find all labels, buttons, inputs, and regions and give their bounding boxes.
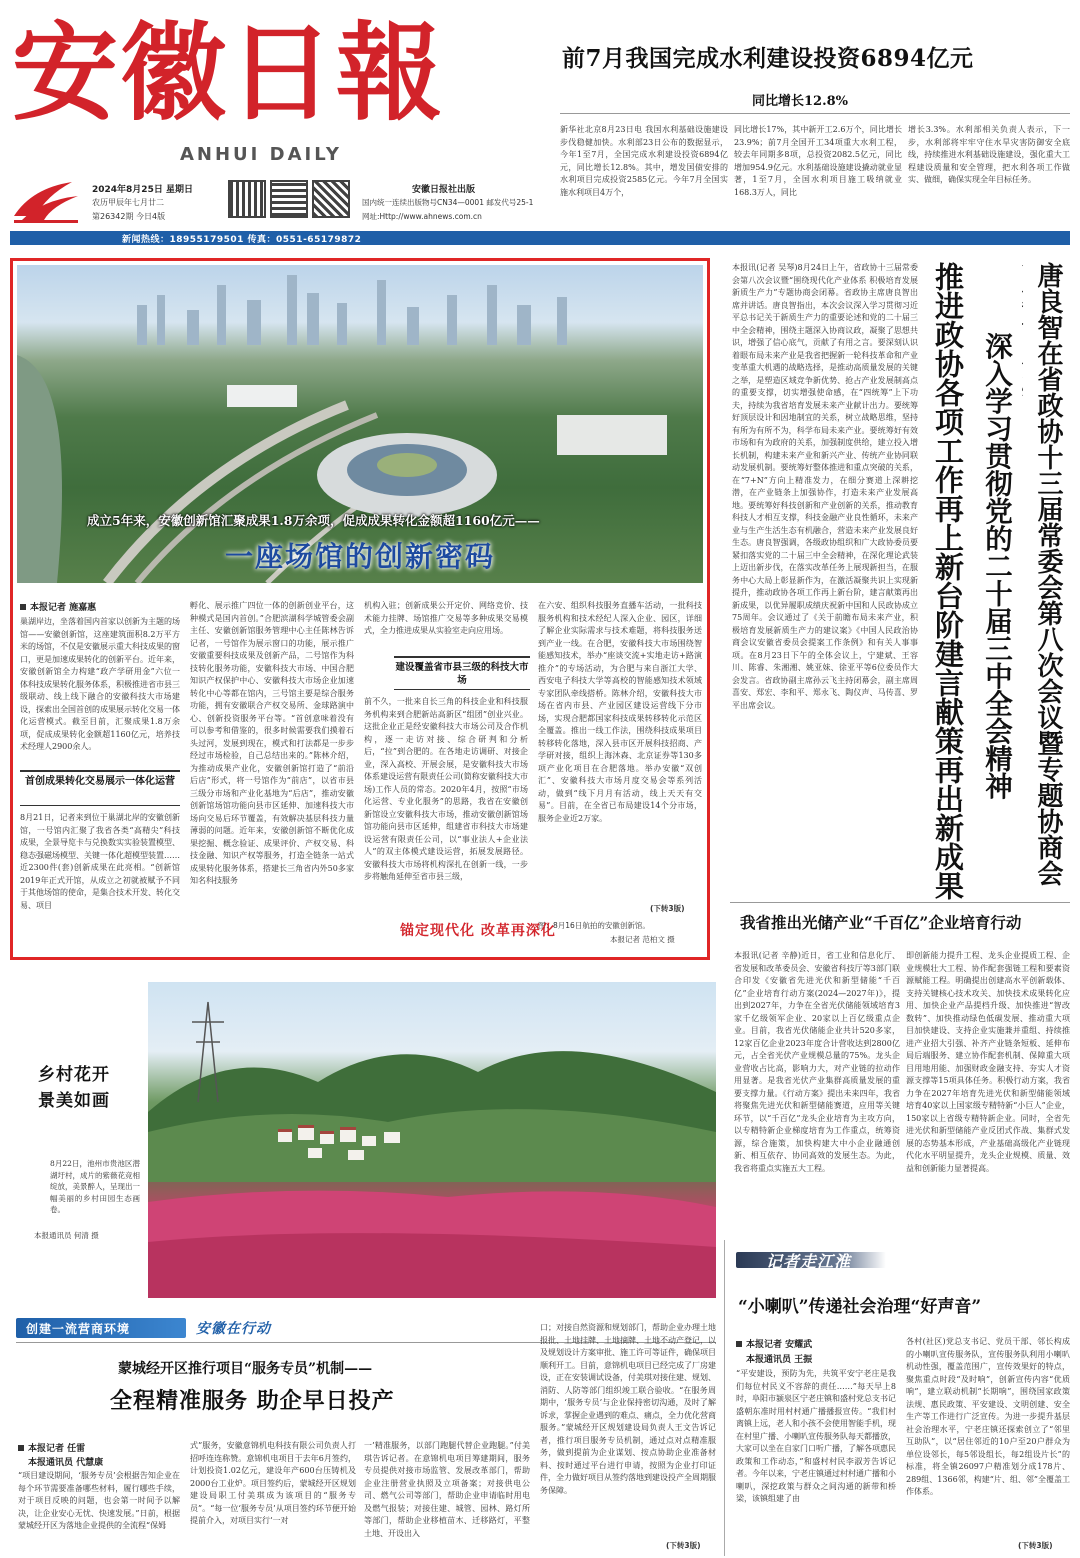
right-story-kicker: 唐良智在省政协十三届常委会第八次会议暨专题协商会 (1033, 262, 1063, 886)
byline-marker-icon (736, 1341, 742, 1347)
speaker-continued[interactable]: (下转3版) (1018, 1541, 1053, 1550)
feature-col4: 在六安、组织科技服务直播车活动，一批科技服务机构和技术经纪人深入企业、园区，详细了解企业实际需求与技术难题，将科技服务送到产业一线。在合肥，安徽科技大市场围绕智能感知技术，举办“座谈交流+实地走访+路演推介”的专场活动，为合肥与来自浙江大学、西安电子科技大学等高校的智能感知技术领域专家团队牵线搭桥。陈林介绍，安徽科技大市场在省内市县、产业园区建设运营线下分市场，实现合肥都国家科技成果转移转化示范区全覆盖。推出一线工作法，围绕科技成果项目转移转化落地，深入县市区开展科技招商、产学研对接，组织上海沐森、北京证券等130多项产业化项目在合肥落地。举办安徽“双创汇”、安徽科技大市场月度交易会等系列活动，做到“线下月月有活动，线上天天有交易”。目前，在全省已布局建设14个分市场，服务企业近2万家。 (538, 601, 702, 823)
feature-photo2-credit: 本报记者 范柏文 摄 (610, 935, 675, 944)
feature-col3b: 前不久，一批来自长三角的科技企业和科技服务机构来到合肥新站高新区“组团”创业兴业。这批企业正是经安徽科技大市场公司及合作机构，逐一走访对接、综合研判和分析后，“拉”到合肥的。在各地走访调研、对接企业，深入高校、开展会展，是安徽科技大市场体系建设运营有限责任公司(简称安徽科技大市场)工作人员的常态。2020年4月，按照“市场化运营、专业化服务”的思路，我省在安徽创新馆设立安徽科技大市场，推动安徽创新馆场馆功能向县市区延伸，组建省市科技大市场建设运营有限责任公司，以“事业法人+企业法人”的双主体模式建设运营，拓展发展路径。安徽科技大市场将机构深扎在创新一线，一步步将触角延伸至省市县三级， (364, 697, 528, 881)
rural-photo-title-1: 乡村花开 (38, 1065, 110, 1085)
business-headline: 全程精准服务 助企早日投产 (110, 1388, 395, 1414)
speaker-col2: 各村(社区)党总支书记、党员干部、邻长构成的小喇叭宣传服务队，宣传服务队利用小喇叭机动性强，覆盖范围广，宣传效果好的特点，聚焦重点时段“及时响”，创新宣传内容“优质响”，建立联动机制“长期响”，围绕国家政策法规、惠民政策、平安建设、文明创建、安全生产等工作进行广泛宣传。为进一步提升基层社会治理水平，宁老庄镇还探索创立了“邻里互助队”，以“居住邻近的10户至20户群众为单位设邻长，每5邻设组长，每2组设片长”的标准，将全镇26097户精准划分成178片、289组、1366邻，构建“片、组、邻”全覆盖工作体系。 (906, 1337, 1070, 1496)
anhui-daily-logo (12, 178, 80, 224)
feature-slogan: 锚定现代化 改革再深化 (400, 923, 556, 939)
feature-col1: 巢湖岸边，坐落着国内首家以创新为主题的场馆——安徽创新馆，这座建筑面积8.2万平方米的场馆，不仅是安徽展示重大科技成果的窗口，更是加速成果转化的创新平台。近年来，安徽创新馆全力构建“政产学研用金”六位一体科技成果转化服务体系，积极推进省市县三级联动、线上线下融合的安徽科技大市场建设，探索出全国首创的成果展示转化交易一体化运营模式。截至目前，汇聚成果1.8万余项，促成成果转化金额超1160亿元，培养技术经理人2900余人。 (20, 617, 180, 751)
business-col1: “项目建设期间，‘服务专员’会根据告知企业在每个环节需要准备哪些材料，履行哪些手续，对于项目反映的问题，也会第一时间予以解决，让企业安心无忧、快速发展。”日前，根据蒙城经开区为落地企业提供的全流程“保姆 (18, 1471, 180, 1530)
top-story-headline: 前7月我国完成水利建设投资6894亿元 (562, 45, 974, 72)
masthead-title-en: ANHUI DAILY (180, 144, 342, 165)
feature-subhead-1-text: 首创成果转化交易展示一体化运营 (25, 776, 175, 787)
feature-subhead-2 (394, 656, 530, 690)
speaker-col1: “平安建设，预防为先，共筑平安宁老庄是我们每位村民义不容辞的责任……”每天早上8时，阜阳市颍泉区宁老庄镇和盛村党总支书记盛朝东准时用村村通广播播报宣传。“我们村离镇上远，老人和小孩不会使用智能手机，现在村里广播、小喇叭宣传服务队每天都播放，大家可以坐在自家门口听广播，了解各项惠民政策和工作动态，”和盛村村民李淑芳告诉记者。今年以来，宁老庄镇通过村村通广播和小喇叭，深挖政策与群众之间沟通的新带和桥梁，该镇组建了由 (736, 1369, 896, 1503)
feature-photo2-caption: 图：8月16日航拍的安徽创新馆。 (538, 921, 650, 930)
business-banner-text: 创建一流营商环境 (26, 1322, 131, 1336)
date-line: 2024年8月25日 星期日 (92, 185, 193, 195)
top-story-rule (560, 113, 1070, 114)
top-story-col2: 同比增长17%，其中新开工2.6万个，同比增长23.9%；前7月全国开工34项重大水利工程，较去年同期多8项，总投资2082.5亿元，同比增加954.9亿元。水利基础设施建设撬动就业显著，1至7月，全国水利项目施工吸纳就业168.3万人，同比 (734, 125, 902, 197)
qr-code-1[interactable] (228, 180, 266, 218)
business-continued[interactable]: (下转3版) (666, 1541, 701, 1550)
business-kicker: 蒙城经开区推行项目“服务专员”机制—— (118, 1361, 373, 1377)
lunar-line: 农历甲辰年七月廿二 (92, 198, 164, 207)
hotline-bar (10, 231, 1070, 245)
feature-byline-text: 本报记者 施嘉惠 (30, 603, 97, 613)
speaker-headline: “小喇叭”传递社会治理“好声音” (738, 1297, 982, 1317)
feature-photo (17, 265, 703, 583)
column-badge (736, 1246, 886, 1274)
right-story-headline-1: 深入学习贯彻党的二十届三中全会精神 (980, 332, 1012, 800)
right-story-headline-2: 推进政协各项工作再上新台阶建言献策再出新成果 (931, 262, 965, 900)
top-story-col1: 新华社北京8月23日电 我国水利基础设施建设步伐稳健加快。水利部23日公布的数据显示，今年1至7月，全国完成水利建设投资6894亿元，同比增长12.8%。其中，增发国债安排的水利项目完成投资2585亿元。今年7月全国实施水利项目4万个， (560, 125, 728, 197)
feature-continued[interactable]: (下转3版) (650, 904, 685, 913)
issue-line: 第26342期 今日4版 (92, 212, 166, 221)
business-col2: 式”服务，安徽意锦机电科技有限公司负责人打招呼连连称赞。意锦机电项目于去年6月签约，计划投资1.02亿元，建设年产600台压铸机及2000台工业炉。项目签约后，蒙城经开区规划建设局职工付美琪成为该项目的“服务专员”。“每一位‘服务专员’从项目签约环节便开始提前介入，对项目实行‘一对 (190, 1441, 356, 1525)
publisher: 安徽日报社出版 (412, 185, 476, 195)
solar-headline: 我省推出光储产业“千百亿”企业培育行动 (740, 913, 1022, 932)
qr-code-3[interactable] (312, 180, 350, 218)
feature-col3: 机构入驻；创新成果公开定价、网络竞价、技术能力挂牌、场馆推广交易等多种成果交易模式，全力推进成果从实验室走向应用场。 (364, 601, 528, 635)
feature-subhead-1 (20, 770, 180, 806)
rural-photo-caption: 8月22日，池州市贵池区潜湖圩村，成片的紫薇花竞相绽放，美景醉人，呈现出一幅美丽的乡村田园生态画卷。 (50, 1159, 140, 1214)
feature-photo-caption: 成立5年来，安徽创新馆汇聚成果1.8万余项，促成成果转化金额超1160亿元—— (87, 513, 540, 528)
url-line[interactable]: 网址:Http://www.ahnews.com.cn (362, 212, 482, 221)
speaker-byline-1 (736, 1337, 812, 1350)
column-divider (724, 1240, 725, 1556)
feature-col2: 孵化、展示推广四位一体的创新创业平台，这种模式是国内首创。”合肥滨湖科学城管委会副主任、安徽创新馆服务管理中心主任陈林告诉记者，一号馆作为展示窗口的功能，展示推广安徽重要科技成果及创新产品，二号馆作为科技转化服务功能，安徽科技大市场、中国合肥知识产权保护中心、安徽科技大市场企业加速转化中心等都在馆内，三号馆主要是综合服务功能，拥有安徽联合产权交易所、金球路演中心、创新投资服务平台等。“首创意味着没有可以参考和借鉴的，很多时候需要我们摸着石头过河，发展到现在，模式和打法都是一步步经过市场检验，自己总结出来的。”陈林介绍，为推动成果产业化，安徽创新馆打造了“前沿后店”形式，将一号馆作为“前店”，以省市县三级分市场和产业化基地为“后店”，推动安徽创新馆场馆功能向县市区延伸、加速科技大市场向交易后环节覆盖，有效解决基层科技力量薄弱的问题。近年来，安徽创新馆不断优化成果挖掘、概念验证、成果评价、产权交易、科技金融、知识产权等服务，打造全链条一站式成果转化服务体系，搭建长三角省内外50多家知名科技服务 (190, 601, 354, 885)
business-byline-1 (18, 1441, 85, 1454)
right-story-body: 本报讯(记者 吴琴)8月24日上午，省政协十三届常委会第八次会议暨“围绕现代化产业体系 积极培育发展新质生产力”专题协商会闭幕。省政协主席唐良智出席并讲话。唐良智指出，本次会议深入学习贯彻习近平总书记关于新质生产力的重要论述和党的二十届三中全会精神，围绕主题深入协商议政，凝聚了思想共识，增强了信心底气，贡献了有用之言。要深刻认识着眼布局未来产业是我省把握新一轮科技革命和产业变革重大机遇的战略选择，是推动高质量发展的关键之举，是塑造区域竞争新优势、抢占产业发展制高点的重要支撑，切实增强使命感，在“四统筹”上下功夫，持续为我省培育发展未来产业献计出力。要统筹好顶层设计和因地制宜的关系，树立战略思维，坚持有所为有所不为，科学布局未来产业。要统筹好有效市场和有为政府的关系，加强制度供给，建立投入增长机制，构建未来产业和新兴产业、传统产业协同联动发展机制。要统筹好整体推进和重点突破的关系，在“7+N”方向上精准发力，在细分赛道上深耕挖潜，在产业链条上加强协作，打造未来产业发展高地。要统筹好科技创新和产业创新的关系，推动教育科技人才相互支撑，科技金融产业良性循环，未来产业与生产生活生态有机融合，营造未来产业发展良好生态。唐良智强调，各级政协组织和广大政协委员要紧扣落实党的二十届三中全会精神，在深化理论武装上迈出新步伐，在落实改革任务上展现新担当，在服务中心大局上彰显新作为，在激活凝聚共识上实现新提升，推动政协各项工作再上新台阶，建言献策再出新成果，以优异履职成绩庆祝新中国和人民政协成立75周年。会议通过了《关于前瞻布局未来产业，积极培育发展新质生产力的建议案》《中国人民政治协商会议安徽省委员会提案工作条例》和有关人事事项。在8月23日下午的全体会议上，宁建斌、王容川、陈睿、朱湘湘、姚亚妹、徐亚平等6位委员作大会发言。省政协副主席孙云飞主持闭幕会，副主席周喜安、郑宏、李和平、郑永飞、陶仪声、马传喜、罗平出席会议。 (732, 263, 918, 710)
business-banner-tag: 安徽在行动 (196, 1321, 271, 1337)
business-byline-2: 本报通讯员 代慧康 (28, 1458, 104, 1468)
business-byline-1-text: 本报记者 任雷 (28, 1444, 86, 1454)
rural-landscape-illustration (148, 982, 716, 1298)
feature-subhead-2-text: 建设覆盖省市县三级的科技大市场 (395, 662, 529, 686)
qr-code-2[interactable] (270, 180, 308, 218)
hotline-text: 新闻热线：18955179501 传真：0551-65179872 (122, 235, 362, 245)
speaker-byline-2: 本报通讯员 王振 (746, 1355, 813, 1365)
solar-col1: 本报讯(记者 辛静)近日，省工业和信息化厅、省发展和改革委员会、安徽省科技厅等3部门联合印发《安徽省先进光伏和新型储能“千百亿”企业培育行动方案(2024—2027年)》，提出到2027年，力争在全省光伏储能领域培育3家千亿级领军企业、20家以上百亿级重点企业。目前，我省光伏储能企业共计520多家，12家百亿企业2023年度合计营收达到2800亿元，占全省光伏产业规模总量的75%。龙头企业营收占比高，影响力大，对产业链的拉动作用显著。是我省光伏产业集群高质量发展的重要支撑力量。《行动方案》提出未来四年，我省将聚焦先进光伏和新型储能赛道，应用等关键环节，以“千百亿”龙头企业培育为主攻方向，以专精特新企业梯度培育为工作重点，统筹资源，综合施策，加快构建大中小企业融通创新、相互依存、协同高效的发展生态。为此，我省将重点实施五大工程。 (734, 951, 900, 1173)
cn-line: 国内统一连续出版物号CN34—0001 邮发代号25-1 (362, 198, 534, 207)
solar-col2: 即创新能力提升工程、龙头企业提质工程、企业规模壮大工程、协作配套强链工程和要素资源赋能工程。明确提出创建高水平创新载体、支持关键核心技术攻关、加快技术成果转化应用、加快企业产品提档升级、加快推进“智改数转”、加快推动绿色低碳发展、推动重大项目加快建设、支持企业实施兼并重组、持续推进产业招大引强、补齐产业链条短板、延伸布局后端服务、建立协作配套机制、保障重大项目用地用能、加强财政金融支持、夯实人才资源支撑等15项具体任务。积极行动方案，我省力争在2027年培育先进光伏和新型储能领域培育40家以上国家级专精特新“小巨人”企业，150家以上省级专精特新企业。同时，全省先进光伏和新型储能产业反团式作战、集群式发展的态势基本形成，产业基础高级化产业链现代化水平明显提升，龙头企业规模、质量、效益和创新能力显著提高。 (906, 951, 1070, 1173)
business-banner (16, 1318, 376, 1338)
column-badge-text: 记者走江淮 (766, 1252, 852, 1271)
top-story-subhead: 同比增长12.8% (752, 94, 849, 109)
business-col4: 口；对接自然资源和规划部门，帮助企业办理土地报批、土地挂牌、土地摘牌、土地不动产登记，以及规划设计方案审批、施工许可等证件，确保项目顺利开工。目前，意锦机电项目已经完成了厂房建设，正在安装调试设备，付美琪对接住建、规划、消防、人防等部门组织竣工联合验收。“在服务周期中，‘服务专员’与企业保持密切沟通，及时了解诉求，掌握企业遇到的难点、痛点，全力优化营商服务。”蒙城经开区规划建设局负责人王文告诉记者，推行项目服务专员机制，通过点对点精准服务，做到提前为企业谋划、按点协助企业准备材料、按时通过平台进行申请，按照为企业打印证件，全力做好项目从签约落地到建设投产全周期服务保障。 (540, 1323, 716, 1495)
byline-marker-icon (20, 604, 26, 610)
byline-marker-icon (18, 1445, 24, 1451)
feature-byline (20, 600, 96, 613)
top-story-col3: 增长3.3%。水利部相关负责人表示，下一步，水利部将牢牢守住水旱灾害防御安全底线，持续推进水利基础设施建设，强化重大工程建设质量和安全管理，把水利各项工作做实、做细，确保实现全年目标任务。 (908, 125, 1070, 184)
business-col3: 一’精准服务，以部门跑腿代替企业跑腿。”付美琪告诉记者。在意锦机电项目筹建期间，服务专员提供对接市场监管、发展改革部门，帮助企业注册营业执照及立项备案；对接供电公司、燃气公司等部门，帮助企业申请临时用电及燃气报装；对接住建、城管、园林、路灯所等部门，帮助企业移植苗木、迁移路灯，平整土地、开设出入 (364, 1441, 530, 1538)
right-story-rule (730, 902, 1070, 903)
feature-headline: 一座场馆的创新密码 (224, 540, 495, 573)
masthead-title: 安徽日報 (12, 10, 444, 135)
rural-photo-credit: 本报通讯员 何清 摄 (34, 1231, 99, 1240)
feature-col1b: 8月21日，记者来到位于巢湖北岸的安徽创新馆，一号馆内汇聚了我省各类“高精尖”科技成果，全景导览卡与兑换数实实验装置模型、稳态强磁场模型、关键一体化超模型装置……近2300件(套)创新成果在此亮相。“创新馆2019年正式开馆，从成立之初就被赋予不同于其他场馆的使命，是集合技术开发、转化交易、项目 (20, 813, 180, 910)
rural-photo (148, 982, 716, 1298)
speaker-byline-1-text: 本报记者 安耀武 (746, 1340, 813, 1350)
rural-photo-title-2: 景美如画 (38, 1091, 110, 1111)
